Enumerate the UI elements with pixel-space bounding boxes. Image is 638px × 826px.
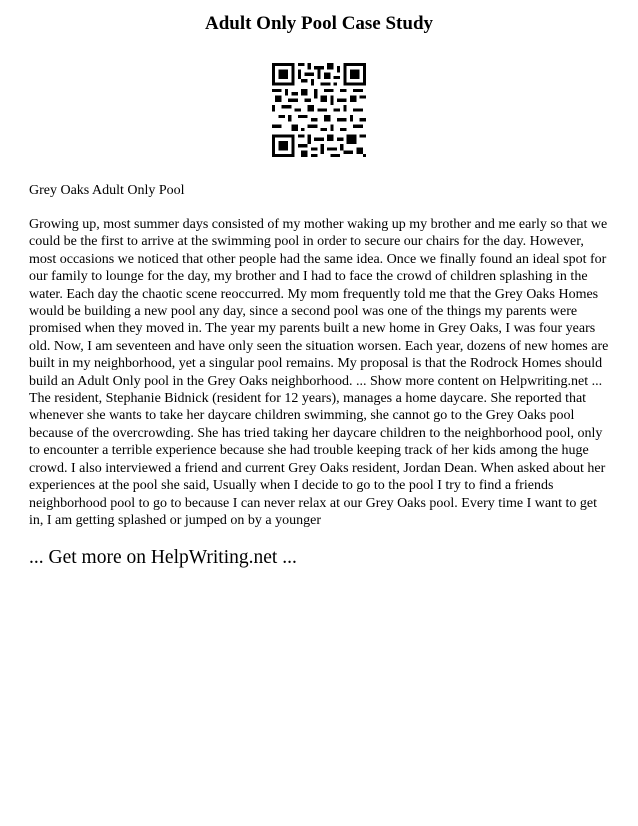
- get-more-link[interactable]: ... Get more on HelpWriting.net ...: [29, 547, 297, 568]
- body-paragraph: The resident, Stephanie Bidnick (resident for 12 years), manages a home daycare. She reported that whenever she wants to take her daycare children swimming, she cannot go to the Grey Oaks pool because of the overcrowding. She has tried taking her daycare children to the neighborhood pool, only to encounter a terrible experience because she had trouble keeping track of her kids among the huge crowd. I also interviewed a friend and current Grey Oaks resident, Jordan Dean. When asked about her experiences at the pool she said, Usually when I decide to go to the pool I try to find a friends neighborhood pool to go to because I can never relax at our Grey Oaks pool. Every time I want to get in, I am getting splashed or jumped on by a younger: [29, 391, 606, 528]
- body-paragraph: Growing up, most summer days consisted of my mother waking up my brother and me early so that we could be the first to arrive at the swimming pool in order to secure our chairs for the day. However, most occasions we noticed that other people had the same idea. Once we finally found an ideal spot for our family to lounge for the day, my brother and I had to face the crowd of children splashing in the water. Each day the chaotic scene reoccurred. My mom frequently told me that the Grey Oaks Homes would be building a new pool any day, since a second pool was one of the things my parents were promised when they moved in. The year my parents built a new home in Grey Oaks, I was four years old. Now, I am seventeen and have only seen the situation worsen. Each year, dozens of new homes are built in my neighborhood, yet a singular pool remains. My proposal is that the Rodrock Homes should build an Adult Only pool in the Grey Oaks neighborhood. ... Show more content on Helpwriting.net ...: [29, 217, 609, 389]
- qr-code-icon: [272, 63, 366, 157]
- document-body: [29, 216, 613, 529]
- document-subtitle: Grey Oaks Adult Only Pool: [29, 183, 185, 198]
- document-title: Adult Only Pool Case Study: [204, 13, 434, 34]
